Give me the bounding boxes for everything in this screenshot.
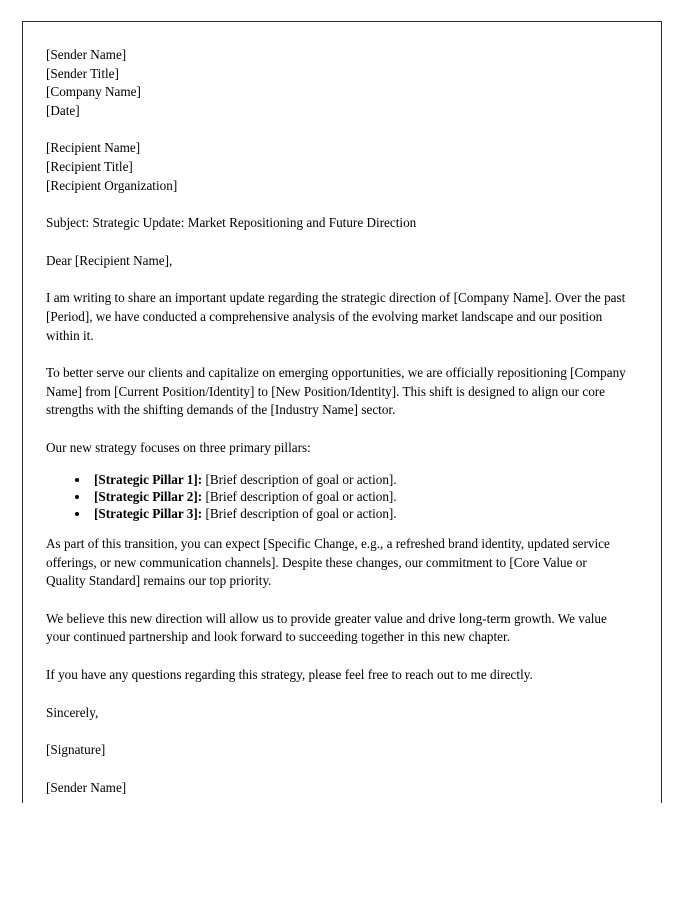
pillar-label: [Strategic Pillar 1]: xyxy=(94,471,203,487)
sender-block xyxy=(46,46,628,120)
spacer-before-para5 xyxy=(46,647,628,666)
pillar-description: [Brief description of goal or action]. xyxy=(205,488,397,504)
paragraph-5: If you have any questions regarding this strategy, please feel free to reach out to me directly. xyxy=(46,667,533,683)
strategic-pillars-list xyxy=(46,471,628,523)
pillar-description: [Brief description of goal or action]. xyxy=(205,505,397,521)
sender-name: [Sender Name] xyxy=(46,47,127,62)
paragraph-3: As part of this transition, you can expect [Specific Change, e.g., a refreshed brand identity, updated service offerings, or new communication channels]. Despite these changes, our commitment to [Core Value or Quality Standard] remains our top priority. xyxy=(46,536,610,589)
paragraph-1: I am writing to share an important update regarding the strategic direction of [Company Name]. Over the past [Period], we have conducted a comprehensive analysis of the evolving market landscape and our position within it. xyxy=(46,290,626,343)
salutation: Dear [Recipient Name], xyxy=(46,252,173,268)
paragraph-2: To better serve our clients and capitalize on emerging opportunities, we are officially repositioning [Company Name] from [Current Position/Identity] to [New Position/Identity]. This shift is designed to align our core strengths with the shifting demands of the [Industry Name] sector. xyxy=(46,365,626,418)
spacer-after-pillars xyxy=(46,522,628,535)
recipient-name: [Recipient Name] xyxy=(46,140,141,156)
spacer-before-para2 xyxy=(46,345,628,364)
sender-title: [Sender Title] xyxy=(46,65,119,81)
spacer-before-subject xyxy=(46,195,628,214)
subject-line: Subject: Strategic Update: Market Repositioning and Future Direction xyxy=(46,215,417,231)
spacer-before-closing xyxy=(46,685,628,704)
list-item xyxy=(90,488,628,505)
spacer-before-signature-name xyxy=(46,760,628,779)
pillar-label: [Strategic Pillar 3]: xyxy=(94,505,203,521)
list-intro: Our new strategy focuses on three primary pillars: xyxy=(46,439,311,455)
letter-body xyxy=(46,46,628,797)
recipient-block xyxy=(46,139,628,195)
sender-company: [Company Name] xyxy=(46,84,141,100)
pillar-description: [Brief description of goal or action]. xyxy=(205,471,397,487)
spacer-before-salutation xyxy=(46,233,628,252)
spacer-before-para1 xyxy=(46,270,628,289)
paragraph-4: We believe this new direction will allow us to provide greater value and drive long-term growth. We value your continued partnership and look forward to succeeding together in this new chapter. xyxy=(46,610,607,645)
signature-name-clipped: [Sender Name] xyxy=(46,779,127,795)
closing: Sincerely, xyxy=(46,704,99,720)
pillar-label: [Strategic Pillar 2]: xyxy=(94,488,203,504)
spacer-before-pillars xyxy=(46,458,628,471)
list-item xyxy=(90,471,628,488)
signature-placeholder: [Signature] xyxy=(46,742,106,758)
recipient-organization: [Recipient Organization] xyxy=(46,177,178,193)
recipient-title: [Recipient Title] xyxy=(46,158,133,174)
spacer-before-signature xyxy=(46,722,628,741)
address-gap xyxy=(46,120,628,139)
spacer-before-list-intro xyxy=(46,420,628,439)
spacer-before-para4 xyxy=(46,591,628,610)
list-item xyxy=(90,505,628,522)
letter-page xyxy=(22,21,662,803)
sender-date: [Date] xyxy=(46,102,80,118)
